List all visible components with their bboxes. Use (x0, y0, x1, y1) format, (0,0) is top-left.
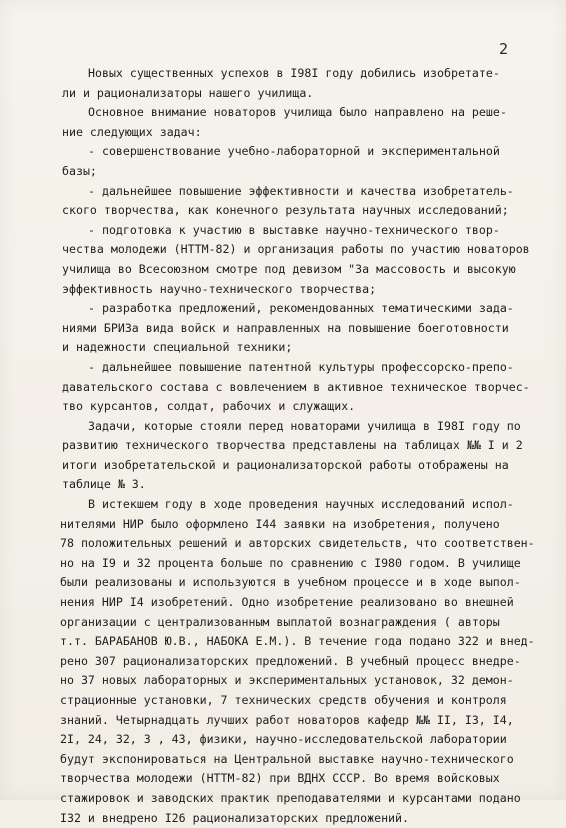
text-line: стажировок и заводских практик преподавателями и курсантами подано (60, 790, 521, 805)
text-line: таблице № 3. (62, 477, 146, 492)
text-line: развитию технического творчества представлены на таблицах №№ I и 2 (62, 438, 523, 453)
text-line: и надежности специальной техники; (62, 340, 293, 355)
text-line: творчества молодежи (НТТМ-82) при ВДНХ СССР. Во время войсковых (60, 771, 500, 786)
document-body (0, 64, 566, 828)
text-line: - подготовка к участию в выставке научно-технического твор- (88, 222, 500, 237)
text-line: рено 307 рационализаторских предложений. В учебный процесс внедре- (60, 653, 521, 668)
text-line: знаний. Четырнадцать лучших работ новаторов кафедр №№ II, I3, I4, (60, 712, 514, 727)
text-line: В истекшем году в ходе проведения научных исследований испол- (88, 497, 514, 512)
text-line: 78 положительных решений и авторских свидетельств, что соответствен- (60, 536, 535, 551)
text-line: ли и рационализаторы нашего училища. (62, 85, 314, 100)
text-line: нителями НИР было оформлено I44 заявки на изобретения, получено (60, 516, 500, 531)
text-line: - дальнейшее повышение эффективности и качества изобретатель- (88, 183, 514, 198)
text-line: тво курсантов, солдат, рабочих и служащих. (62, 399, 356, 414)
text-line: но на I9 и 32 процента больше по сравнению с I980 годом. В училище (60, 555, 521, 570)
text-line: эффективность научно-технического творчества; (62, 281, 377, 296)
text-line: - совершенствование учебно-лабораторной и экспериментальной (88, 144, 500, 159)
page-number: 2 (499, 40, 509, 58)
text-line: страционные установки, 7 технических средств обучения и контроля (60, 693, 507, 707)
text-line: Основное внимание новаторов училища было направлено на реше- (88, 105, 507, 120)
text-line: будут экспонироваться на Центральной выставке научно-технического (60, 751, 514, 766)
text-line: но 37 новых лабораторных и экспериментальных установок, 32 демон- (60, 673, 514, 688)
text-line: - дальнейшее повышение патентной культуры профессорско-препо- (88, 359, 514, 374)
text-line: ниями БРИЗа вида войск и направленных на повышение боеготовности (62, 320, 509, 335)
text-line: чества молодежи (НТТМ-82) и организация работы по участию новаторов (62, 242, 530, 257)
text-line: ского творчества, как конечного результата научных исследований; (62, 203, 509, 218)
text-line: т.т. БАРАБАНОВ Ю.В., НАБОКА Е.М.). В течение года подано 322 и внед- (60, 634, 535, 649)
text-line: училища во Всесоюзном смотре под девизом "За массовость и высокую (62, 261, 516, 276)
text-line: организации с централизованным выплатой вознаграждения ( авторы (60, 614, 500, 629)
text-line: нения НИР I4 изобретений. Одно изобретение реализовано во внешней (60, 595, 514, 610)
text-line: итоги изобретательской и рационализаторской работы отображены на (62, 457, 509, 472)
text-line: Задачи, которые стояли перед новаторами училища в I98I году по (88, 418, 521, 433)
text-line: - разработка предложений, рекомендованных тематическими зада- (88, 301, 514, 316)
text-line: I32 и внедрено I26 рационализаторских предложений. (60, 810, 410, 825)
text-line: ние следующих задач: (62, 124, 202, 139)
text-line: давательского состава с вовлечением в активное техническое творчес- (62, 379, 530, 394)
text-line: Новых существенных успехов в I98I году добились изобретате- (88, 66, 500, 80)
text-line: 2I, 24, 32, 3 , 43, физики, научно-исследовательской лаборатории (60, 732, 507, 747)
text-line: были реализованы и используются в учебном процессе и в ходе выпол- (60, 575, 521, 590)
text-line: базы; (62, 163, 97, 178)
